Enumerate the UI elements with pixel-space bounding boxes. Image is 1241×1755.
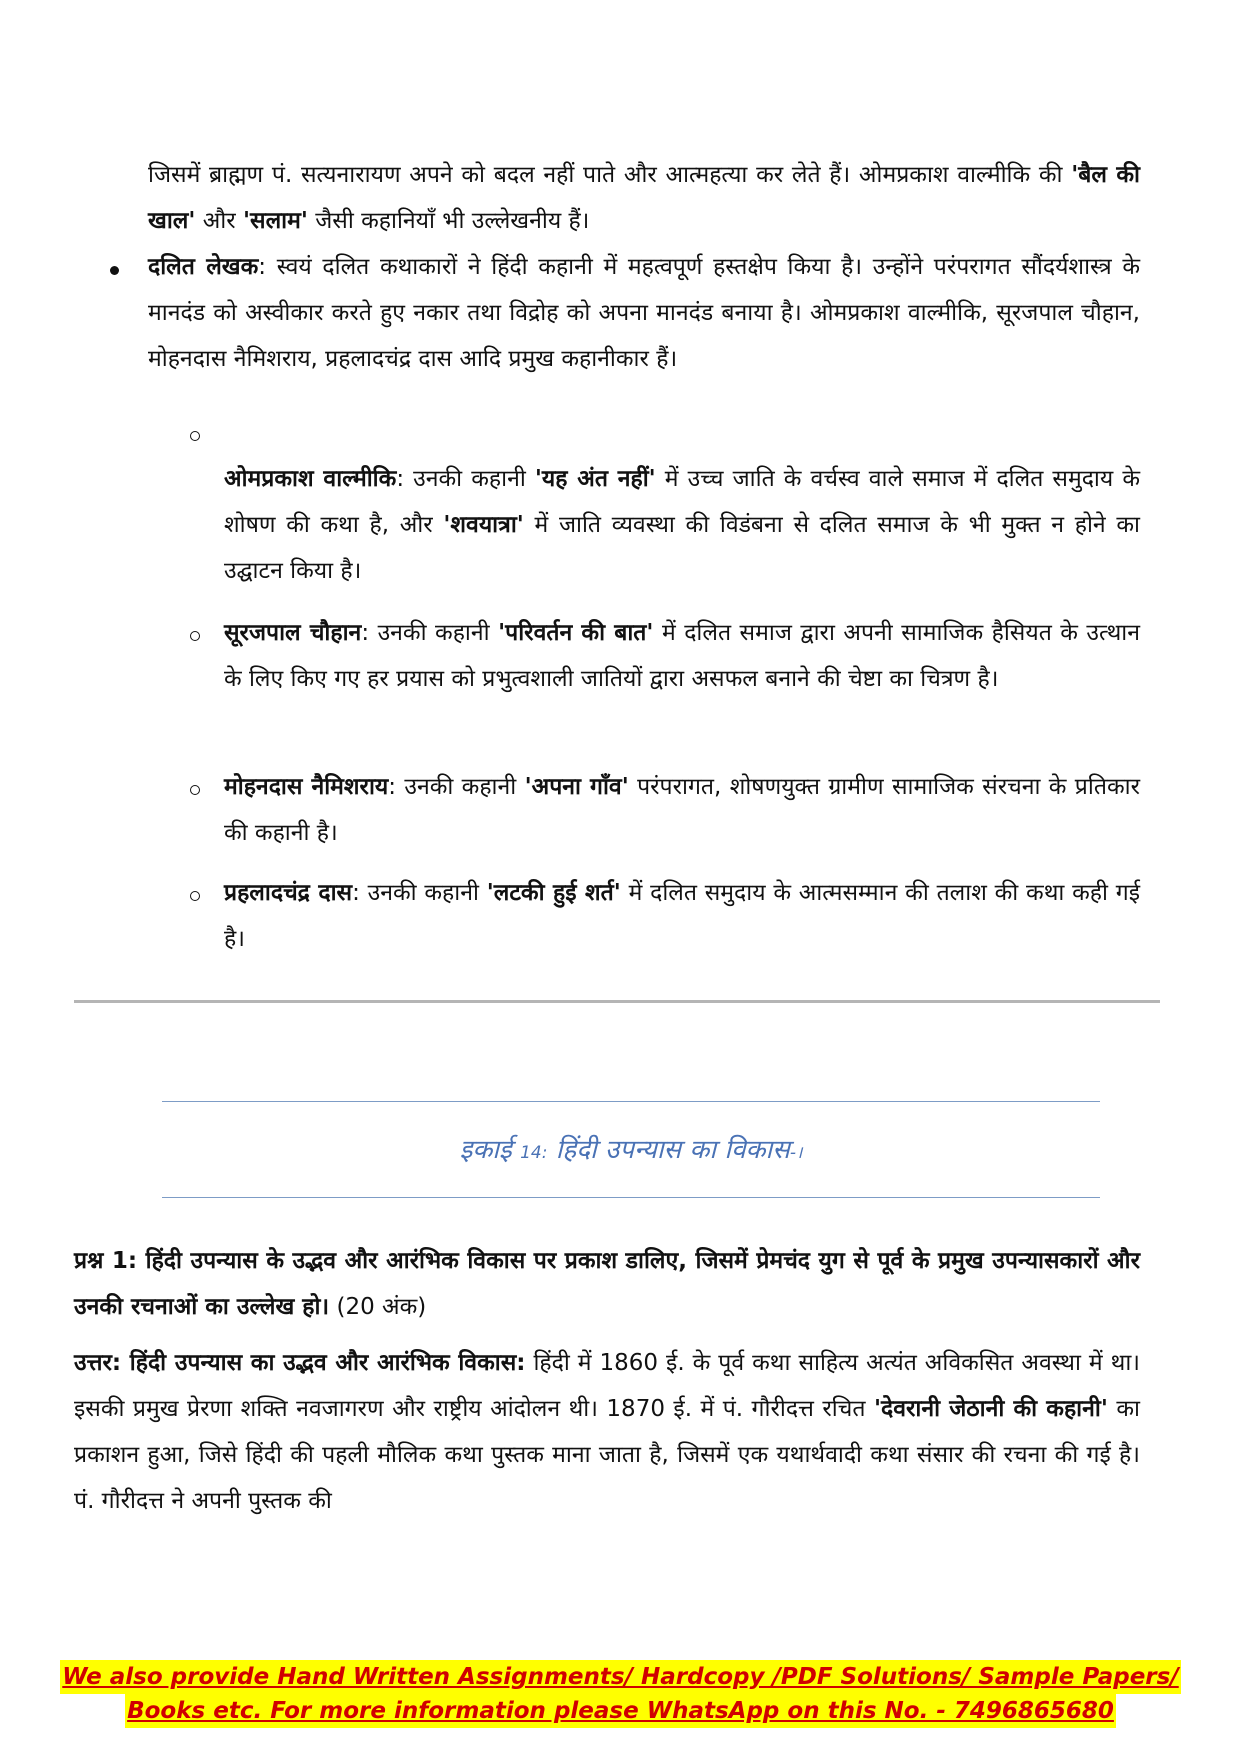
author-item-mohandas: मोहनदास नैमिशराय: उनकी कहानी 'अपना गाँव' परंपरागत, शोषणयुक्त ग्रामीण सामाजिक संरचना के प्रतिकार की कहानी है। [224, 774, 1140, 846]
author-name: प्रहलादचंद्र दास [224, 880, 353, 906]
footer-line-2: Books etc. For more information please WhatsApp on this No. - 7496865680 [125, 1694, 1116, 1728]
question-marks: (20 अंक) [329, 1294, 427, 1320]
footer-line-1: We also provide Hand Written Assignments/ Hardcopy /PDF Solutions/ Sample Papers/ [60, 1660, 1180, 1694]
unit-heading: इकाई 14: हिंदी उपन्यास का विकास-। [459, 1135, 803, 1165]
sub-bullet-icon [190, 785, 200, 795]
story-title: 'अपना गाँव' [524, 774, 629, 800]
dalit-writers-heading: दलित लेखक [148, 254, 259, 280]
intro-paragraph: जिसमें ब्राह्मण पं. सत्यनारायण अपने को बदल नहीं पाते और आत्महत्या कर लेते हैं। ओमप्रकाश वाल्मीकि की 'बैल की खाल' और 'सलाम' जैसी कहानियाँ भी उल्लेखनीय हैं। [148, 162, 1140, 234]
author-item-surajpal: सूरजपाल चौहान: उनकी कहानी 'परिवर्तन की बात' में दलित समाज द्वारा अपनी सामाजिक हैसियत के उत्थान के लिए किए गए हर प्रयास को प्रभुत्वशाली जातियों द्वारा असफल बनाने की चेष्टा का चित्रण है। [224, 620, 1141, 692]
author-item-omprakash: ओमप्रकाश वाल्मीकि: उनकी कहानी 'यह अंत नहीं' में उच्च जाति के वर्चस्व वाले समाज में दलित समुदाय के शोषण की कथा है, और 'शवयात्रा' में जाति व्यवस्था की विडंबना से दलित समाज के भी मुक्त न होने का उद्घाटन किया है। [224, 466, 1140, 584]
story-title-salaam: 'सलाम' [242, 208, 308, 234]
author-item-prahladchandra: प्रहलादचंद्र दास: उनकी कहानी 'लटकी हुई शर्त' में दलित समुदाय के आत्मसम्मान की तलाश की कथा कही गई है। [224, 880, 1140, 952]
dalit-writers-paragraph: दलित लेखक: स्वयं दलित कथाकारों ने हिंदी कहानी में महत्वपूर्ण हस्तक्षेप किया है। उन्होंने परंपरागत सौंदर्यशास्त्र के मानदंड को अस्वीकार करते हुए नकार तथा विद्रोह को अपना मानदंड बनाया है। ओमप्रकाश वाल्मीकि, सूरजपाल चौहान, मोहनदास नैमिशराय, प्रहलादचंद्र दास आदि प्रमुख कहानीकार हैं। [148, 254, 1140, 372]
question-paragraph: प्रश्न 1: हिंदी उपन्यास के उद्भव और आरंभिक विकास पर प्रकाश डालिए, जिसमें प्रेमचंद युग से पूर्व के प्रमुख उपन्यासकारों और उनकी रचनाओं का उल्लेख हो। (20 अंक) [74, 1248, 1140, 1320]
footer-banner [0, 1660, 1241, 1728]
answer-paragraph: उत्तर: हिंदी उपन्यास का उद्भव और आरंभिक विकास: हिंदी में 1860 ई. के पूर्व कथा साहित्य अत्यंत अविकसित अवस्था में था। इसकी प्रमुख प्रेरणा शक्ति नवजागरण और राष्ट्रीय आंदोलन थी। 1870 ई. में पं. गौरीदत्त रचित 'देवरानी जेठानी की कहानी' का प्रकाशन हुआ, जिसे हिंदी की पहली मौलिक कथा पुस्तक माना जाता है, जिसमें एक यथार्थवादी कथा संसार की रचना की गई है। पं. गौरीदत्त ने अपनी पुस्तक की [74, 1350, 1141, 1514]
story-title: 'परिवर्तन की बात' [498, 620, 654, 646]
sub-bullet-icon [190, 631, 200, 641]
sub-bullet-icon [190, 891, 200, 901]
author-name: मोहनदास नैमिशराय [224, 774, 389, 800]
story-title: 'लटकी हुई शर्त' [486, 880, 621, 906]
bullet-icon [110, 266, 119, 275]
unit-top-rule [162, 1101, 1100, 1102]
answer-heading: उत्तर: हिंदी उपन्यास का उद्भव और आरंभिक विकास: [74, 1350, 526, 1376]
author-name: ओमप्रकाश वाल्मीकि [224, 466, 397, 492]
book-title: 'देवरानी जेठानी की कहानी' [873, 1396, 1108, 1422]
story-title: 'यह अंत नहीं' [534, 466, 656, 492]
story-title-bail-ki-khal: 'बैल की खाल' [148, 162, 1140, 234]
unit-bottom-rule [162, 1197, 1100, 1198]
sub-bullet-icon [190, 431, 200, 441]
story-title: 'शवयात्रा' [443, 512, 524, 538]
author-name: सूरजपाल चौहान [224, 620, 362, 646]
section-divider [74, 1000, 1160, 1003]
